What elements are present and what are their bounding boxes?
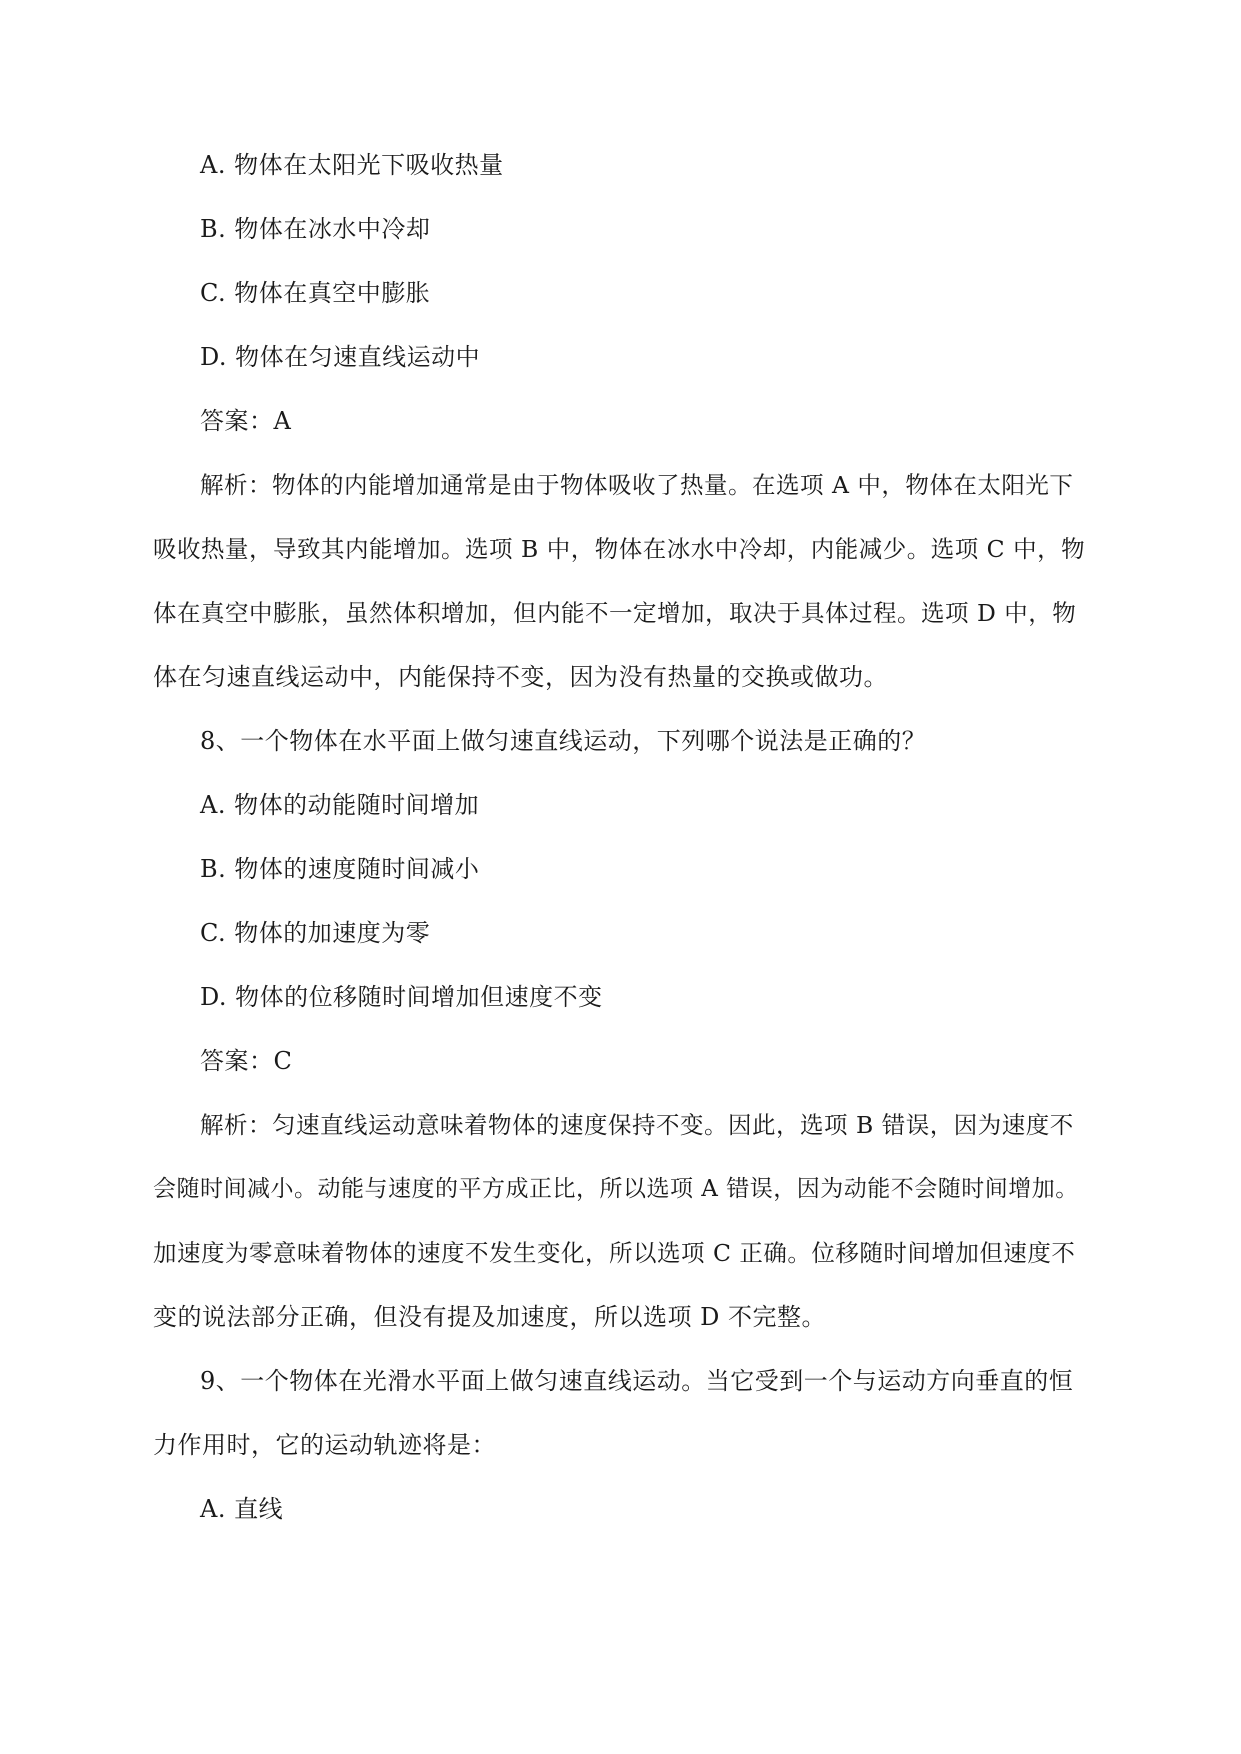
q7-option-b: B. 物体在冰水中冷却	[200, 215, 431, 243]
q8-analysis-line-2: 会随时间减小。动能与速度的平方成正比，所以选项 A 错误，因为动能不会随时间增加。	[153, 1176, 1079, 1202]
q8-answer: 答案：C	[200, 1047, 293, 1075]
q8-option-b: B. 物体的速度随时间减小	[200, 855, 480, 883]
q9-option-a: A. 直线	[200, 1495, 284, 1523]
q8-option-a: A. 物体的动能随时间增加	[200, 791, 480, 819]
q8-analysis-line-1: 解析：匀速直线运动意味着物体的速度保持不变。因此，选项 B 错误，因为速度不	[200, 1111, 1074, 1139]
q7-option-a: A. 物体在太阳光下吸收热量	[200, 151, 504, 179]
q8-option-d: D. 物体的位移随时间增加但速度不变	[200, 983, 603, 1011]
q9-question-line-1: 9、一个物体在光滑水平面上做匀速直线运动。当它受到一个与运动方向垂直的恒	[200, 1367, 1074, 1395]
q7-answer: 答案：A	[200, 407, 292, 435]
q8-analysis-line-3: 加速度为零意味着物体的速度不发生变化，所以选项 C 正确。位移随时间增加但速度不	[153, 1239, 1076, 1267]
q7-analysis-line-1: 解析：物体的内能增加通常是由于物体吸收了热量。在选项 A 中，物体在太阳光下	[200, 471, 1074, 499]
q7-analysis-line-3: 体在真空中膨胀，虽然体积增加，但内能不一定增加，取决于具体过程。选项 D 中，物	[153, 599, 1077, 627]
q9-question-line-2: 力作用时，它的运动轨迹将是：	[153, 1431, 496, 1459]
q7-analysis-line-4: 体在匀速直线运动中，内能保持不变，因为没有热量的交换或做功。	[153, 663, 888, 691]
q8-option-c: C. 物体的加速度为零	[200, 919, 431, 947]
q8-analysis-line-4: 变的说法部分正确，但没有提及加速度，所以选项 D 不完整。	[153, 1303, 826, 1331]
q8-question: 8、一个物体在水平面上做匀速直线运动，下列哪个说法是正确的？	[200, 727, 927, 755]
q7-option-c: C. 物体在真空中膨胀	[200, 279, 431, 307]
q7-option-d: D. 物体在匀速直线运动中	[200, 343, 481, 371]
q7-analysis-line-2: 吸收热量，导致其内能增加。选项 B 中，物体在冰水中冷却，内能减少。选项 C 中，物	[153, 535, 1086, 563]
